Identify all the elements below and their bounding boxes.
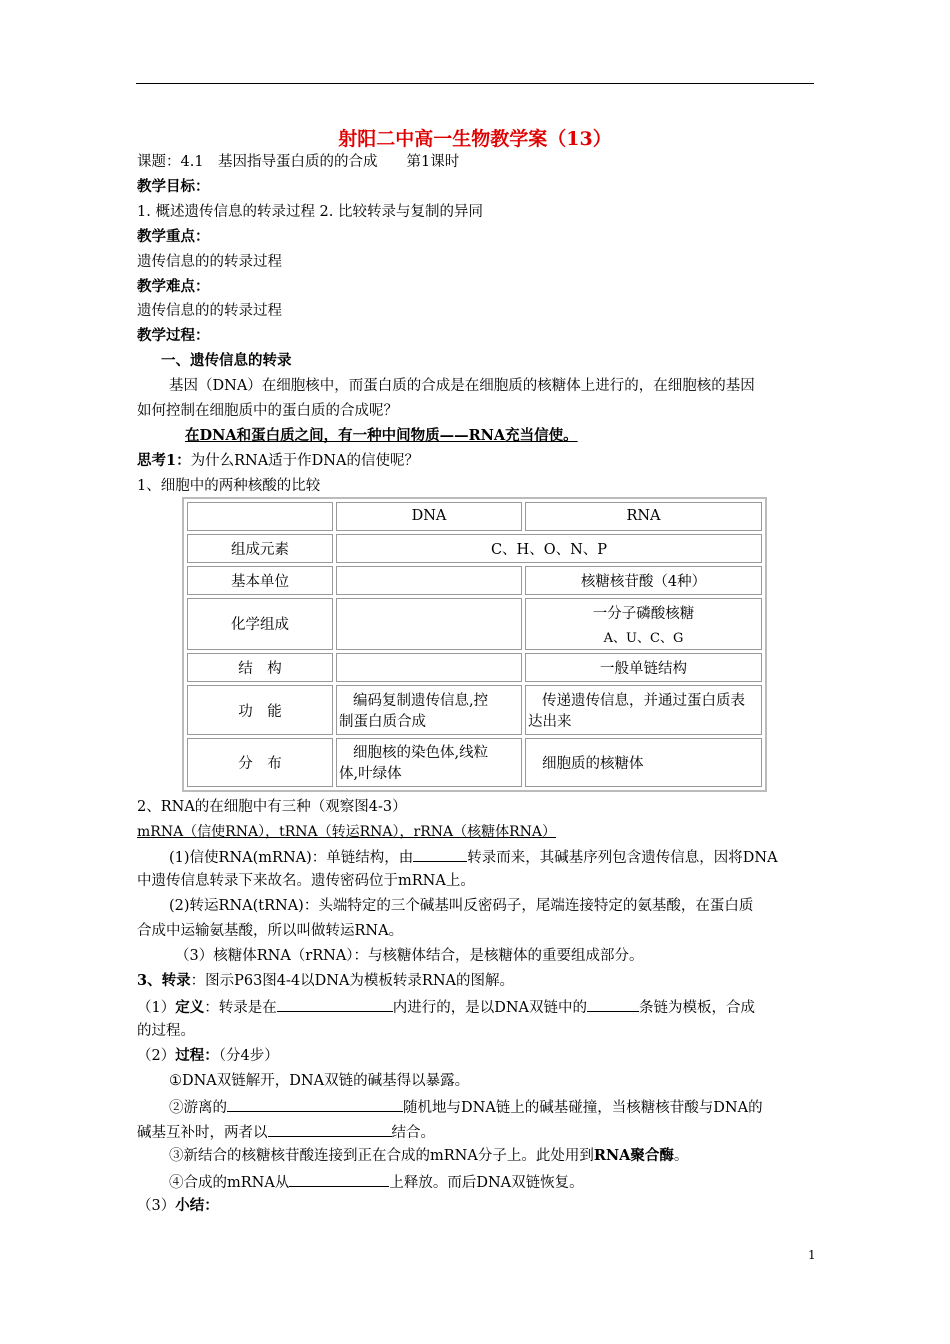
difficult-heading: 教学难点： [137, 278, 210, 295]
dist-dna-line1: 细胞核的染色体,线粒 [353, 745, 489, 762]
table-row [187, 653, 762, 683]
elements-value: C、H、O、N、P [336, 534, 762, 563]
row-label-unit: 基本单位 [187, 566, 333, 596]
strand-blank [587, 996, 639, 1012]
step2-a: ②游离的 [169, 1100, 227, 1116]
table-row [187, 566, 762, 596]
chem-rna [525, 598, 762, 649]
table-header-rna: RNA [525, 502, 762, 531]
transcription-heading-bold: 3、转录 [137, 972, 191, 989]
chem-dna [336, 598, 522, 649]
step4-a: ④合成的mRNA从 [169, 1175, 290, 1191]
chem-rna-line1: 一分子磷酸核糖 [592, 605, 695, 622]
func-dna-line2: 制蛋白质合成 [339, 714, 426, 731]
step3-end: 。 [673, 1148, 689, 1164]
definition-bold: 定义 [175, 999, 205, 1016]
step3-bold: RNA聚合酶 [593, 1147, 674, 1164]
table-row [187, 534, 762, 563]
mrna-line1 [169, 846, 778, 868]
key-heading: 教学重点： [137, 228, 210, 245]
trna-line1: (2)转运RNA(tRNA)：头端特定的三个碱基叫反密码子，尾端连接特定的氨基酸，在蛋白质 [169, 898, 754, 914]
table-row [187, 738, 762, 787]
transcription-heading [137, 971, 514, 991]
location-blank [277, 996, 393, 1012]
table-header-row [187, 502, 762, 531]
table-header-cell [187, 502, 333, 531]
trna-line2: 合成中运输氨基酸，所以叫做转运RNA。 [137, 923, 404, 939]
think1-label: 思考1： [137, 452, 191, 469]
summary-line [137, 1196, 219, 1216]
mrna-line2: 中遗传信息转录下来故名。遗传密码位于mRNA上。 [137, 873, 475, 889]
section1-heading: 一、遗传信息的转录 [161, 352, 292, 369]
step2-b: 随机地与DNA链上的碱基碰撞，当核糖核苷酸与DNA的 [403, 1100, 763, 1116]
messenger-line: 在DNA和蛋白质之间，有一种中间物质——RNA充当信使。 [185, 427, 578, 444]
func-dna [336, 685, 522, 734]
nucleic-acid-comparison-table [182, 497, 767, 792]
step2-line2-a: 碱基互补时，两者以 [137, 1125, 268, 1141]
row-label-chem: 化学组成 [187, 598, 333, 649]
mrna-line1-b: 转录而来，其碱基序列包含遗传信息，因将DNA [467, 850, 778, 866]
think1-text: 为什么RNA适于作DNA的信使呢？ [190, 453, 419, 469]
unit-rna: 核糖核苷酸（4种） [525, 566, 762, 596]
header-rule [136, 83, 814, 84]
summary-bold: 小结： [175, 1197, 219, 1214]
nucleotide-blank [227, 1096, 403, 1112]
rna-types-list: mRNA（信使RNA），tRNA（转运RNA），rRNA（核糖体RNA） [137, 824, 557, 840]
process-prefix: （2） [137, 1048, 176, 1064]
step1: ①DNA双链解开，DNA双链的碱基得以暴露。 [169, 1073, 470, 1089]
row-label-struct: 结 构 [187, 653, 333, 683]
step4 [169, 1171, 584, 1193]
row-label-elements: 组成元素 [187, 534, 333, 563]
para1-line2: 如何控制在细胞质中的蛋白质的合成呢？ [137, 403, 398, 419]
lesson-line: 课题：4.1 基因指导蛋白质的的合成 第1课时 [137, 154, 460, 170]
unit-dna [336, 566, 522, 596]
table-row [187, 598, 762, 649]
definition-line2: 的过程。 [137, 1023, 195, 1039]
row-label-func: 功 能 [187, 685, 333, 734]
definition-a: ：转录是在 [204, 1000, 277, 1016]
process-heading: 教学过程： [137, 327, 210, 344]
bond-blank [268, 1121, 392, 1137]
key-text: 遗传信息的的转录过程 [137, 254, 282, 270]
difficult-text: 遗传信息的的转录过程 [137, 303, 282, 319]
mrna-blank [413, 846, 467, 862]
rna-types-heading: 2、RNA的在细胞中有三种（观察图4-3） [137, 799, 407, 815]
transcription-heading-rest: ：图示P63图4-4以DNA为模板转录RNA的图解。 [190, 973, 515, 989]
step4-b: 上释放。而后DNA双链恢复。 [389, 1175, 584, 1191]
compare-heading: 1、细胞中的两种核酸的比较 [137, 478, 321, 494]
dist-rna: 细胞质的核糖体 [525, 738, 762, 787]
chem-rna-line2: A、U、C、G [603, 630, 684, 646]
func-rna [525, 685, 762, 734]
row-label-dist: 分 布 [187, 738, 333, 787]
definition-prefix: （1） [137, 1000, 176, 1016]
para1-line1: 基因（DNA）在细胞核中，而蛋白质的合成是在细胞质的核糖体上进行的，在细胞核的基因 [169, 378, 755, 394]
definition-line [137, 996, 755, 1018]
goals-text: 1. 概述遗传信息的转录过程 2. 比较转录与复制的异同 [137, 204, 483, 220]
dist-dna [336, 738, 522, 787]
step3 [169, 1146, 688, 1166]
rrna-line: （3）核糖体RNA（rRNA）：与核糖体结合，是核糖体的重要组成部分。 [175, 948, 644, 964]
definition-b: 内进行的，是以DNA双链中的 [392, 1000, 588, 1016]
func-rna-line1: 传递遗传信息，并通过蛋白质表 [542, 693, 745, 710]
process-line [137, 1046, 279, 1066]
step2-line1 [169, 1096, 763, 1118]
release-blank [289, 1171, 389, 1187]
process-rest: （分4步） [218, 1048, 279, 1064]
dist-dna-line2: 体,叶绿体 [339, 766, 402, 783]
page-number: 1 [808, 1248, 816, 1262]
func-dna-line1: 编码复制遗传信息,控 [353, 693, 489, 710]
mrna-line1-a: (1)信使RNA(mRNA)：单链结构，由 [169, 850, 414, 866]
think1-line [137, 451, 419, 471]
struct-dna [336, 653, 522, 683]
step2-line2 [137, 1121, 435, 1143]
definition-c: 条链为模板，合成 [639, 1000, 756, 1016]
table-row [187, 685, 762, 734]
process-bold: 过程： [175, 1047, 219, 1064]
summary-prefix: （3） [137, 1198, 176, 1214]
step3-a: ③新结合的核糖核苷酸连接到正在合成的mRNA分子上。此处用到 [169, 1148, 594, 1164]
document-title: 射阳二中高一生物教学案（13） [338, 128, 612, 150]
step2-line2-b: 结合。 [391, 1125, 435, 1141]
func-rna-line2: 达出来 [528, 714, 572, 731]
struct-rna: 一般单链结构 [525, 653, 762, 683]
goals-heading: 教学目标： [137, 178, 210, 195]
table-header-dna: DNA [336, 502, 522, 531]
